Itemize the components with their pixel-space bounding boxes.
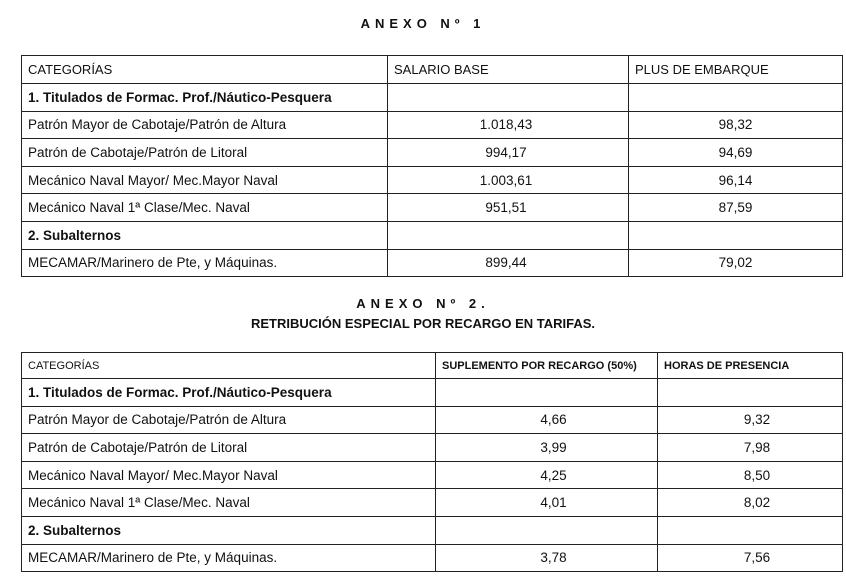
section-row bbox=[22, 516, 843, 544]
category-cell: 2. Subalternos bbox=[22, 516, 436, 544]
category-cell: MECAMAR/Marinero de Pte, y Máquinas. bbox=[22, 249, 388, 277]
value-text: 4,25 bbox=[540, 467, 567, 483]
value-cell bbox=[629, 111, 843, 139]
header-row bbox=[22, 56, 843, 84]
value-cell bbox=[658, 406, 843, 434]
column-header: SUPLEMENTO POR RECARGO (50%) bbox=[436, 353, 658, 379]
category-cell: Patrón Mayor de Cabotaje/Patrón de Altura bbox=[22, 111, 388, 139]
table-row bbox=[22, 489, 843, 517]
value-text: 951,51 bbox=[485, 200, 527, 216]
value-cell bbox=[436, 544, 658, 572]
category-cell: MECAMAR/Marinero de Pte, y Máquinas. bbox=[22, 544, 436, 572]
value-text: 994,17 bbox=[485, 144, 527, 160]
category-cell: Patrón de Cabotaje/Patrón de Litoral bbox=[22, 434, 436, 462]
value-cell bbox=[388, 166, 629, 194]
table-row bbox=[22, 139, 843, 167]
table-row bbox=[22, 461, 843, 489]
value-text: 7,98 bbox=[743, 439, 771, 455]
table-row bbox=[22, 111, 843, 139]
category-cell: Mecánico Naval 1ª Clase/Mec. Naval bbox=[22, 489, 436, 517]
category-cell: 1. Titulados de Formac. Prof./Náutico-Pesquera bbox=[22, 379, 436, 407]
category-cell: Mecánico Naval Mayor/ Mec.Mayor Naval bbox=[22, 461, 436, 489]
table-row bbox=[22, 406, 843, 434]
value-text: 4,01 bbox=[540, 495, 567, 511]
category-cell: Patrón Mayor de Cabotaje/Patrón de Altura bbox=[22, 406, 436, 434]
value-text: 94,69 bbox=[718, 144, 753, 160]
category-cell: Mecánico Naval Mayor/ Mec.Mayor Naval bbox=[22, 166, 388, 194]
value-cell bbox=[388, 194, 629, 222]
annex2-title: ANEXO Nº 2. bbox=[356, 296, 490, 311]
value-text: 1.018,43 bbox=[479, 117, 533, 133]
category-cell: Patrón de Cabotaje/Patrón de Litoral bbox=[22, 139, 388, 167]
category-cell: 2. Subalternos bbox=[22, 221, 388, 249]
section-row bbox=[22, 379, 843, 407]
value-cell bbox=[436, 434, 658, 462]
table-row bbox=[22, 166, 843, 194]
value-text: 4,66 bbox=[540, 412, 567, 428]
value-text: 98,32 bbox=[718, 117, 753, 133]
value-cell bbox=[629, 221, 843, 249]
table-row bbox=[22, 249, 843, 277]
column-header: HORAS DE PRESENCIA bbox=[658, 353, 843, 379]
value-text: 7,56 bbox=[743, 550, 771, 566]
value-cell bbox=[658, 461, 843, 489]
section-row bbox=[22, 84, 843, 112]
value-text: 79,02 bbox=[718, 255, 753, 271]
value-text: 3,99 bbox=[540, 439, 567, 455]
value-cell bbox=[388, 139, 629, 167]
value-cell bbox=[436, 516, 658, 544]
column-header: CATEGORÍAS bbox=[22, 56, 388, 84]
value-cell bbox=[629, 249, 843, 277]
value-cell bbox=[436, 489, 658, 517]
column-header: SALARIO BASE bbox=[388, 56, 629, 84]
value-cell bbox=[436, 461, 658, 489]
value-cell bbox=[388, 111, 629, 139]
annex2-subtitle: RETRIBUCIÓN ESPECIAL POR RECARGO EN TARIFAS. bbox=[250, 316, 596, 331]
value-text: 899,44 bbox=[485, 255, 527, 271]
value-text: 3,78 bbox=[540, 550, 567, 566]
value-cell bbox=[658, 489, 843, 517]
value-cell bbox=[658, 544, 843, 572]
annex1-title: ANEXO Nº 1 bbox=[360, 16, 486, 31]
annex1-table bbox=[21, 55, 843, 277]
value-cell bbox=[629, 194, 843, 222]
header-row bbox=[22, 353, 843, 379]
annex2-table bbox=[21, 352, 843, 572]
value-cell bbox=[658, 434, 843, 462]
column-header: CATEGORÍAS bbox=[22, 353, 436, 379]
value-text: 8,50 bbox=[743, 467, 771, 483]
value-cell bbox=[629, 84, 843, 112]
value-cell bbox=[658, 379, 843, 407]
value-text: 9,32 bbox=[743, 412, 771, 428]
value-cell bbox=[629, 139, 843, 167]
value-text: 96,14 bbox=[718, 172, 753, 188]
value-cell bbox=[658, 516, 843, 544]
value-cell bbox=[388, 221, 629, 249]
table-row bbox=[22, 544, 843, 572]
table-row bbox=[22, 194, 843, 222]
column-header: PLUS DE EMBARQUE bbox=[629, 56, 843, 84]
category-cell: Mecánico Naval 1ª Clase/Mec. Naval bbox=[22, 194, 388, 222]
category-cell: 1. Titulados de Formac. Prof./Náutico-Pesquera bbox=[22, 84, 388, 112]
table-row bbox=[22, 434, 843, 462]
section-row bbox=[22, 221, 843, 249]
value-cell bbox=[388, 249, 629, 277]
value-cell bbox=[436, 379, 658, 407]
value-cell bbox=[436, 406, 658, 434]
value-text: 1.003,61 bbox=[479, 172, 533, 188]
value-text: 8,02 bbox=[743, 495, 771, 511]
value-cell bbox=[629, 166, 843, 194]
value-text: 87,59 bbox=[718, 200, 753, 216]
value-cell bbox=[388, 84, 629, 112]
